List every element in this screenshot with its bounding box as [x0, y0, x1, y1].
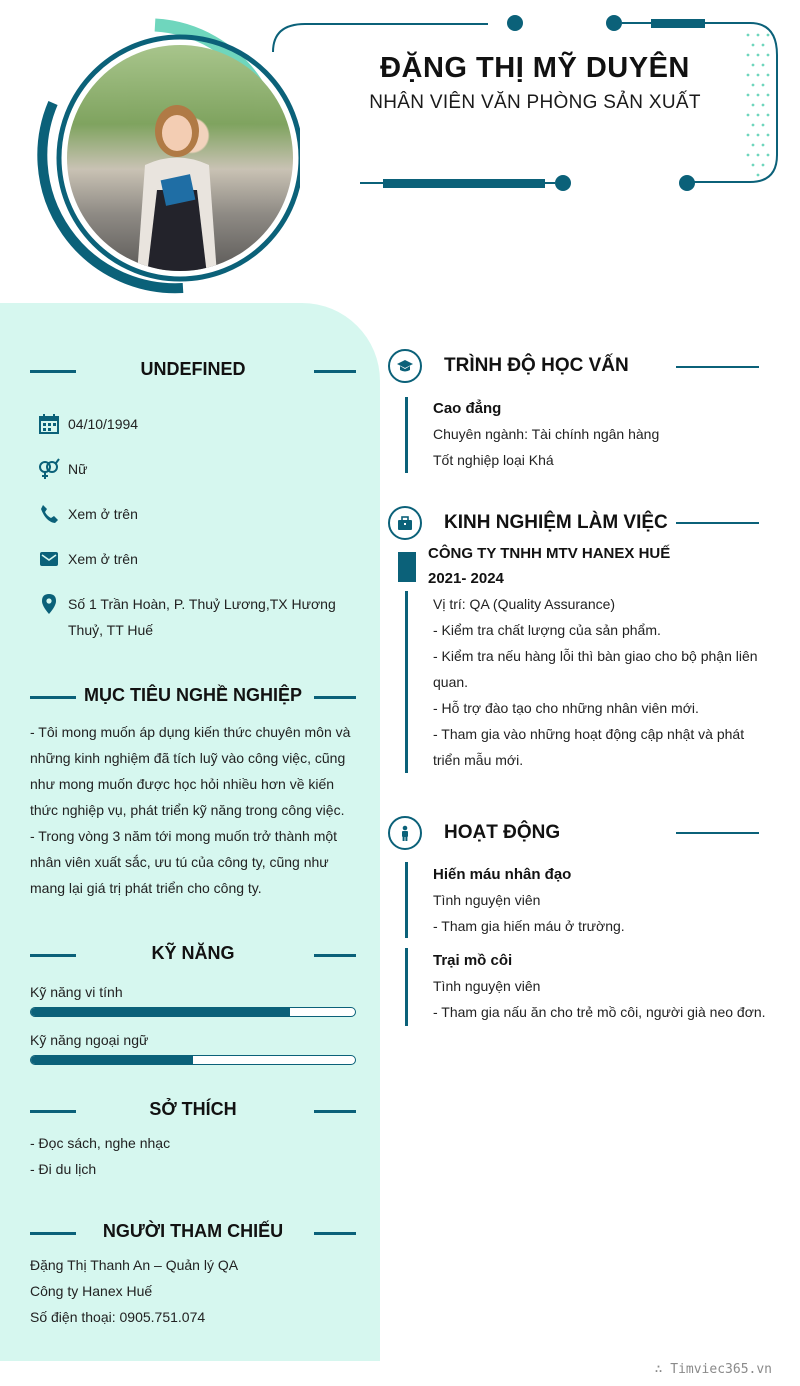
divider	[405, 862, 408, 938]
person-icon	[388, 816, 422, 850]
address-value: Số 1 Trần Hoàn, P. Thuỷ Lương,TX Hương Thuỷ, TT Huế	[68, 596, 336, 638]
logo-icon: ∴	[654, 1362, 671, 1377]
list-item: - Đi du lịch	[30, 1161, 97, 1177]
graduation-cap-icon	[388, 349, 422, 383]
company-name: CÔNG TY TNHH MTV HANEX HUẾ	[428, 545, 671, 562]
activity-details: Tình nguyện viên - Tham gia nấu ăn cho trẻ mồ côi, người già neo đơn.	[433, 978, 766, 1020]
birthday-value: 04/10/1994	[68, 416, 139, 432]
avatar	[15, 15, 300, 300]
skill-label-language: Kỹ năng ngoại ngữ	[30, 1032, 149, 1048]
phone-value: Xem ở trên	[68, 506, 138, 522]
gender-icon	[38, 458, 60, 480]
watermark: ∴ Timviec365.vn	[654, 1362, 772, 1377]
hobbies-heading: SỞ THÍCH	[30, 1099, 356, 1120]
divider	[405, 397, 408, 473]
divider	[676, 522, 759, 524]
reference-heading: NGƯỜI THAM CHIẾU	[30, 1221, 356, 1242]
company-marker	[398, 552, 416, 582]
work-period: 2021- 2024	[428, 570, 504, 587]
skill-bar-computer	[30, 1007, 356, 1017]
skill-label-computer: Kỹ năng vi tính	[30, 984, 123, 1000]
experience-heading: KINH NGHIỆM LÀM VIỆC	[444, 512, 668, 533]
divider	[405, 948, 408, 1026]
email-icon	[38, 548, 60, 570]
activity-title: Trại mồ côi	[433, 952, 513, 969]
education-degree: Cao đẳng	[433, 400, 502, 417]
reference-text: Đặng Thị Thanh An – Quản lý QA Công ty Hanex Huế Số điện thoại: 0905.751.074	[30, 1257, 239, 1325]
education-heading: TRÌNH ĐỘ HỌC VẤN	[444, 355, 629, 376]
gender-value: Nữ	[68, 461, 88, 477]
objective-text: - Tôi mong muốn áp dụng kiến thức chuyên môn và những kinh nghiệm đã tích luỹ vào công việc, cũng như mong muốn được học hỏi nhiều hơn về kiến thức nghiệp vụ, phát triển kỹ năng trong công việc. - Trong vòng 3 năm tới mong muốn trở thành một nhân viên xuất sắc, ưu tú của công ty, cũng như mang lại giá trị phát triển cho công ty.	[30, 724, 351, 896]
divider	[676, 832, 759, 834]
divider	[405, 591, 408, 773]
activity-title: Hiến máu nhân đạo	[433, 866, 572, 883]
activity-details: Tình nguyện viên - Tham gia hiến máu ở trường.	[433, 892, 625, 934]
activities-heading: HOẠT ĐỘNG	[444, 822, 561, 843]
skill-bar-language	[30, 1055, 356, 1065]
briefcase-icon	[388, 506, 422, 540]
location-pin-icon	[38, 593, 60, 615]
objective-heading: MỤC TIÊU NGHỀ NGHIỆP	[30, 685, 356, 706]
divider	[676, 366, 759, 368]
phone-icon	[38, 503, 60, 525]
calendar-icon	[38, 413, 60, 435]
personal-info-heading: UNDEFINED	[30, 359, 356, 380]
skills-heading: KỸ NĂNG	[30, 943, 356, 964]
email-value: Xem ở trên	[68, 551, 138, 567]
experience-details: Vị trí: QA (Quality Assurance) - Kiểm tra chất lượng của sản phẩm. - Kiểm tra nếu hàng lỗi thì bàn giao cho bộ phận liên quan. - Hỗ trợ đào tạo cho những nhân viên mới. - Tham gia vào những hoạt động cập nhật và phát triển mẫu mới.	[433, 596, 758, 768]
education-details: Chuyên ngành: Tài chính ngân hàng Tốt nghiệp loại Khá	[433, 426, 660, 468]
job-title: NHÂN VIÊN VĂN PHÒNG SẢN XUẤT	[369, 92, 701, 113]
list-item: - Đọc sách, nghe nhạc	[30, 1135, 171, 1151]
candidate-name: ĐẶNG THỊ MỸ DUYÊN	[380, 52, 690, 84]
hobbies-list	[30, 1130, 170, 1182]
